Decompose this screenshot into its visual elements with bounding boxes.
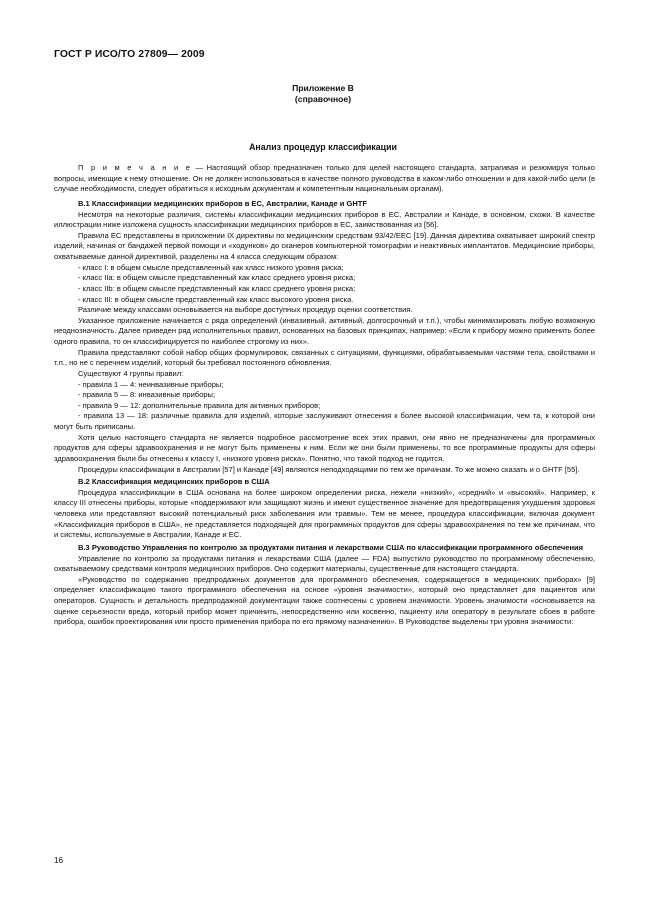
page-number: 16: [54, 856, 64, 865]
paragraph: Существуют 4 группы правил:: [78, 368, 184, 378]
list-item: - класс I: в общем смысле представленный как класс низкого уровня риска;: [78, 262, 344, 272]
note-paragraph: [54, 163, 595, 195]
paragraph: Правила представляют собой набор общих формулировок, связанных с ситуациями, функциями, обрабатываемыми частями тела, свойствами и т.п., но не с перечнем изделий, который бы требовал постоянного обновления.: [54, 347, 595, 368]
paragraph: Правила ЕС представлены в приложении IX директивы по медицинским средствам 93/42/ЕЕС [19]. Данная директива охватывает широкий спектр изделий, начиная от бандажей первой помощи и «ходунков» до сканеров компьютерной томографии и неактивных имплантатов. Медицинские приборы, охватываемые данной директивой, разделены на 4 класса следующим образом:: [54, 230, 595, 261]
list-item: - правила 5 — 8: инвазивные приборы;: [78, 390, 216, 400]
section-heading-b3: В.3 Руководство Управления по контролю за продуктами питания и лекарствами США по классификации программного обеспечения: [78, 542, 584, 552]
paragraph: Различие между классами основывается на выборе доступных процедур оценки соответствия.: [78, 305, 413, 315]
section-heading-b1: В.1 Классификации медицинских приборов в ЕС, Австралии, Канаде и GHTF: [78, 198, 367, 208]
list-item: - класс IIb: в общем смысле представленный как класс среднего уровня риска;: [78, 283, 356, 293]
list-item: - правила 13 — 18: различные правила для изделий, которые заслуживают отнесения к более высокой классификации, чем та, к которой они могут быть приписаны.: [54, 411, 595, 431]
appendix-label: Приложение В: [292, 83, 354, 93]
document-body: [54, 163, 595, 628]
paragraph: «Руководство по содержанию предпродажных документов для программного обеспечения, содержащегося в медицинских приборах» [9] определяет классификацию такого программного обеспечения на основе «уровня значимости», который оно представляет для пациентов или операторов. Сущность и детальность предпродажной документации также соотнесены с уровнем значимости. Уровень значимости «основывается на оценке серьезности вреда, который прибор может причинить, непосредственно или косвенно, пациенту или оператору в результате сбоев в работе прибора, ошибок проектирования или просто применения прибора по его прямому назначению». В Руководстве выделены три уровня значимости:: [54, 574, 595, 627]
section-title: Анализ процедур классификации: [249, 142, 397, 152]
list-item: - правила 1 — 4: неинвазивные приборы;: [78, 379, 224, 389]
section-heading-b2: В.2 Классификация медицинских приборов в США: [78, 477, 270, 487]
note-text: — Настоящий обзор предназначен только для целей настоящего стандарта, затрагивая и резюмируя только вопросы, имеющие к нему отношение. Он не должен использоваться в качестве полного руководства в каком-либо отношении и для какой-либо цели (в случае необходимости, следует обратиться к исходным документам и компетентным национальным органам).: [54, 163, 595, 194]
paragraph: Процедуры классификации в Австралии [57] и Канаде [49] являются неподходящими по тем же причинам. То же можно сказать и о GHTF [55].: [78, 464, 580, 474]
list-item: - класс IIа: в общем смысле представленный как класс среднего уровня риска;: [78, 273, 356, 283]
paragraph: Указанное приложение начинается с ряда определений (инвазивный, активный, долгосрочный и т.п.), чтобы минимизировать любую возможную неоднозначность. Далее приведен ряд исполнительных правил, основанных на базовых принципах, например: «Если к прибору можно применить более одного правила, то он классифицируется по наиболее строгому из них».: [54, 315, 595, 346]
paragraph: Хотя целью настоящего стандарта не является подробное рассмотрение всех этих правил, они явно не предназначены для программных продуктов для сферы здравоохранения и не могут быть применены к ним. Если же они были применены, то все программные продукты для сферы здравоохранения были бы отнесены к классу I, «низкого уровня риска». Понятно, что такой подход не годится.: [54, 432, 595, 463]
appendix-type: (справочное): [294, 94, 352, 104]
list-item: - класс III: в общем смысле представленный как класс высокого уровня риска.: [78, 294, 354, 304]
paragraph: Процедура классификации в США основана на более широком определении риска, нежели «низкий», «средний» и «высокий». Например, к классу III отнесены приборы, которые «поддерживают или защищают жизнь и имеют существенное значение для предотвращения ухудшения здоровья человека или представляют высокий потенциальный риск заболевания или травмы». Тем не менее, процедура классификации, включая документ «Классификация приборов в США», не представляется подходящей для программных продуктов для сферы здравоохранения по тем же причинам, что и системы, используемые в Австралии, Канаде и ЕС.: [54, 487, 595, 540]
paragraph: Несмотря на некоторые различия, системы классификации медицинских приборов в ЕС, Австралии и Канаде, в основном, схожи. В качестве иллюстрации ниже изложена сущность классификации медицинских приборов в ЕС, заимствованная из [56].: [54, 209, 595, 230]
note-prefix: П р и м е ч а н и е: [78, 163, 192, 172]
paragraph: Управление по контролю за продуктами питания и лекарствами США (далее — FDA) выпустило руководство по программному обеспечению, охватываемому средствами контроля медицинских приборов. Оно содержит материалы, существенные для настоящего стандарта.: [54, 553, 595, 574]
standard-header: ГОСТ Р ИСО/ТО 27809— 2009: [54, 49, 205, 60]
list-item: - правила 9 — 12: дополнительные правила для активных приборов;: [78, 400, 321, 410]
